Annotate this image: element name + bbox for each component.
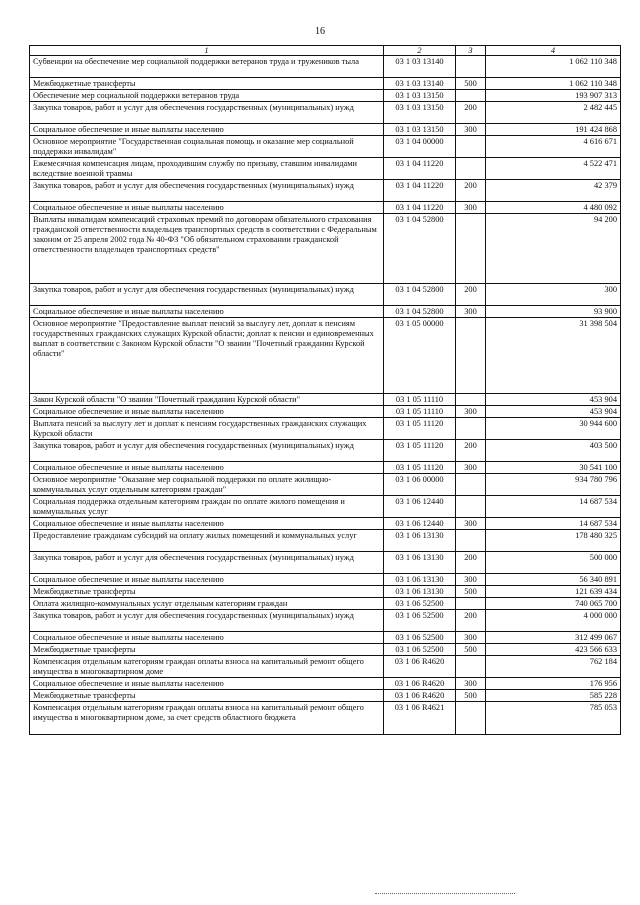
row-amount-cell: 30 541 100	[486, 462, 621, 474]
row-name-cell: Основное мероприятие "Предоставление выплат пенсий за выслугу лет, доплат к пенсиям государственных гражданских служащих Курской области; доплат к пенсии и единовременных выплат в соответствии с Законом Курской области "О звании "Почетный гражданин Курской области"	[30, 318, 384, 394]
row-amount-cell: 94 200	[486, 214, 621, 284]
table-row	[30, 394, 621, 406]
table-row	[30, 180, 621, 202]
row-type-cell: 200	[456, 180, 486, 202]
row-type-cell	[456, 656, 486, 678]
row-code-cell: 03 1 04 11220	[384, 202, 456, 214]
row-amount-cell: 193 907 313	[486, 90, 621, 102]
row-type-cell: 500	[456, 586, 486, 598]
row-name-cell: Оплата жилищно-коммунальных услуг отдельным категориям граждан	[30, 598, 384, 610]
row-name-cell: Закупка товаров, работ и услуг для обеспечения государственных (муниципальных) нужд	[30, 610, 384, 632]
row-amount-cell: 4 522 471	[486, 158, 621, 180]
row-type-cell	[456, 496, 486, 518]
row-type-cell: 300	[456, 678, 486, 690]
row-name-cell: Социальное обеспечение и иные выплаты населению	[30, 678, 384, 690]
table-row	[30, 214, 621, 284]
row-amount-cell: 4 000 000	[486, 610, 621, 632]
table-row	[30, 158, 621, 180]
row-code-cell: 03 1 06 52500	[384, 632, 456, 644]
row-amount-cell: 300	[486, 284, 621, 306]
row-code-cell: 03 1 04 11220	[384, 158, 456, 180]
table-row	[30, 496, 621, 518]
row-type-cell: 300	[456, 124, 486, 136]
row-code-cell: 03 1 06 52500	[384, 610, 456, 632]
row-name-cell: Социальное обеспечение и иные выплаты населению	[30, 202, 384, 214]
table-row	[30, 440, 621, 462]
row-name-cell: Закупка товаров, работ и услуг для обеспечения государственных (муниципальных) нужд	[30, 440, 384, 462]
row-type-cell: 500	[456, 78, 486, 90]
row-amount-cell: 4 616 671	[486, 136, 621, 158]
row-amount-cell: 423 566 633	[486, 644, 621, 656]
row-name-cell: Закупка товаров, работ и услуг для обеспечения государственных (муниципальных) нужд	[30, 180, 384, 202]
row-code-cell: 03 1 03 13150	[384, 102, 456, 124]
row-type-cell	[456, 418, 486, 440]
row-type-cell: 200	[456, 284, 486, 306]
header-row	[30, 46, 621, 56]
column-header-name: 1	[30, 46, 384, 56]
row-amount-cell: 2 482 445	[486, 102, 621, 124]
row-type-cell: 300	[456, 574, 486, 586]
table-row	[30, 586, 621, 598]
row-amount-cell: 191 424 868	[486, 124, 621, 136]
row-amount-cell: 14 687 534	[486, 518, 621, 530]
row-code-cell: 03 1 06 52500	[384, 598, 456, 610]
table-row	[30, 90, 621, 102]
row-amount-cell: 31 398 504	[486, 318, 621, 394]
row-code-cell: 03 1 04 00000	[384, 136, 456, 158]
row-amount-cell: 30 944 600	[486, 418, 621, 440]
row-name-cell: Закупка товаров, работ и услуг для обеспечения государственных (муниципальных) нужд	[30, 284, 384, 306]
row-amount-cell: 1 062 110 348	[486, 78, 621, 90]
row-name-cell: Закон Курской области "О звании "Почетный гражданин Курской области"	[30, 394, 384, 406]
table-row	[30, 406, 621, 418]
row-name-cell: Межбюджетные трансферты	[30, 78, 384, 90]
row-name-cell: Основное мероприятие "Государственная социальная помощь и оказание мер социальной поддержки инвалидам"	[30, 136, 384, 158]
row-code-cell: 03 1 06 R4620	[384, 678, 456, 690]
row-code-cell: 03 1 04 11220	[384, 180, 456, 202]
row-name-cell: Социальное обеспечение и иные выплаты населению	[30, 632, 384, 644]
row-name-cell: Основное мероприятие "Оказание мер социальной поддержки по оплате жилищно-коммунальных услуг отдельным категориям граждан"	[30, 474, 384, 496]
row-amount-cell: 453 904	[486, 394, 621, 406]
table-row	[30, 418, 621, 440]
row-name-cell: Выплата пенсий за выслугу лет и доплат к пенсиям государственных гражданских служащих Курской области	[30, 418, 384, 440]
table-row	[30, 644, 621, 656]
row-name-cell: Социальное обеспечение и иные выплаты населению	[30, 462, 384, 474]
row-code-cell: 03 1 06 12440	[384, 518, 456, 530]
row-type-cell: 300	[456, 406, 486, 418]
table-row	[30, 318, 621, 394]
row-type-cell	[456, 90, 486, 102]
row-amount-cell: 934 780 796	[486, 474, 621, 496]
table-row	[30, 530, 621, 552]
row-code-cell: 03 1 06 00000	[384, 474, 456, 496]
row-amount-cell: 56 340 891	[486, 574, 621, 586]
row-name-cell: Межбюджетные трансферты	[30, 644, 384, 656]
row-name-cell: Выплаты инвалидам компенсаций страховых премий по договорам обязательного страхования гражданской ответственности владельцев транспортных средств в соответствии с Федеральным законом от 25 апреля 2002 года № 40-ФЗ "Об обязательном страховании гражданской ответственности владельцев транспортных средств"	[30, 214, 384, 284]
table-body	[30, 56, 621, 735]
table-row	[30, 518, 621, 530]
table-row	[30, 474, 621, 496]
table-row	[30, 598, 621, 610]
row-type-cell	[456, 318, 486, 394]
row-code-cell: 03 1 05 11120	[384, 462, 456, 474]
table-row	[30, 124, 621, 136]
row-type-cell: 300	[456, 518, 486, 530]
table-row	[30, 462, 621, 474]
row-code-cell: 03 1 06 52500	[384, 644, 456, 656]
row-amount-cell: 312 499 067	[486, 632, 621, 644]
row-code-cell: 03 1 06 13130	[384, 574, 456, 586]
table-row	[30, 78, 621, 90]
row-name-cell: Предоставление гражданам субсидий на оплату жилых помещений и коммунальных услуг	[30, 530, 384, 552]
row-name-cell: Закупка товаров, работ и услуг для обеспечения государственных (муниципальных) нужд	[30, 552, 384, 574]
row-amount-cell: 93 900	[486, 306, 621, 318]
budget-table	[29, 45, 621, 735]
table-row	[30, 574, 621, 586]
row-code-cell: 03 1 06 13130	[384, 530, 456, 552]
row-type-cell: 200	[456, 552, 486, 574]
row-name-cell: Межбюджетные трансферты	[30, 690, 384, 702]
table-row	[30, 610, 621, 632]
row-amount-cell: 178 480 325	[486, 530, 621, 552]
table-row	[30, 56, 621, 78]
row-amount-cell: 762 184	[486, 656, 621, 678]
row-code-cell: 03 1 06 12440	[384, 496, 456, 518]
table-row	[30, 306, 621, 318]
row-type-cell	[456, 158, 486, 180]
row-name-cell: Социальное обеспечение и иные выплаты населению	[30, 518, 384, 530]
row-type-cell: 200	[456, 440, 486, 462]
row-name-cell: Социальное обеспечение и иные выплаты населению	[30, 406, 384, 418]
row-name-cell: Социальная поддержка отдельным категориям граждан по оплате жилого помещения и коммунальных услуг	[30, 496, 384, 518]
row-type-cell: 300	[456, 462, 486, 474]
row-type-cell: 200	[456, 610, 486, 632]
column-header-code: 2	[384, 46, 456, 56]
row-amount-cell: 14 687 534	[486, 496, 621, 518]
row-code-cell: 03 1 06 R4620	[384, 656, 456, 678]
row-code-cell: 03 1 05 11110	[384, 406, 456, 418]
row-type-cell	[456, 702, 486, 735]
row-type-cell	[456, 394, 486, 406]
row-code-cell: 03 1 04 52800	[384, 284, 456, 306]
row-name-cell: Социальное обеспечение и иные выплаты населению	[30, 574, 384, 586]
row-name-cell: Компенсация отдельным категориям граждан оплаты взноса на капитальный ремонт общего имущества в многоквартирном доме, за счет средств областного бюджета	[30, 702, 384, 735]
row-code-cell: 03 1 03 13140	[384, 78, 456, 90]
row-amount-cell: 4 480 092	[486, 202, 621, 214]
row-name-cell: Закупка товаров, работ и услуг для обеспечения государственных (муниципальных) нужд	[30, 102, 384, 124]
table-row	[30, 702, 621, 735]
row-type-cell	[456, 136, 486, 158]
row-type-cell	[456, 598, 486, 610]
row-type-cell	[456, 474, 486, 496]
row-amount-cell: 403 500	[486, 440, 621, 462]
row-code-cell: 03 1 06 R4620	[384, 690, 456, 702]
row-name-cell: Ежемесячная компенсация лицам, проходившим службу по призыву, ставшим инвалидами вследствие военной травмы	[30, 158, 384, 180]
row-amount-cell: 785 053	[486, 702, 621, 735]
row-amount-cell: 740 065 700	[486, 598, 621, 610]
table-row	[30, 632, 621, 644]
row-type-cell: 500	[456, 690, 486, 702]
row-code-cell: 03 1 06 13130	[384, 552, 456, 574]
row-type-cell	[456, 530, 486, 552]
row-name-cell: Субвенции на обеспечение мер социальной поддержки ветеранов труда и тружеников тыла	[30, 56, 384, 78]
row-code-cell: 03 1 04 52800	[384, 214, 456, 284]
row-amount-cell: 121 639 434	[486, 586, 621, 598]
row-type-cell: 500	[456, 644, 486, 656]
row-name-cell: Обеспечение мер социальной поддержки ветеранов труда	[30, 90, 384, 102]
column-header-type: 3	[456, 46, 486, 56]
row-code-cell: 03 1 03 13150	[384, 124, 456, 136]
row-amount-cell: 500 000	[486, 552, 621, 574]
table-row	[30, 202, 621, 214]
row-code-cell: 03 1 04 52800	[384, 306, 456, 318]
row-type-cell	[456, 214, 486, 284]
table-row	[30, 678, 621, 690]
row-type-cell: 300	[456, 306, 486, 318]
row-name-cell: Межбюджетные трансферты	[30, 586, 384, 598]
row-amount-cell: 42 379	[486, 180, 621, 202]
row-code-cell: 03 1 05 11120	[384, 440, 456, 462]
column-header-amount: 4	[486, 46, 621, 56]
table-row	[30, 690, 621, 702]
row-name-cell: Социальное обеспечение и иные выплаты населению	[30, 306, 384, 318]
row-code-cell: 03 1 06 R4621	[384, 702, 456, 735]
table-row	[30, 656, 621, 678]
row-code-cell: 03 1 05 00000	[384, 318, 456, 394]
table-row	[30, 284, 621, 306]
row-amount-cell: 585 228	[486, 690, 621, 702]
row-type-cell: 300	[456, 202, 486, 214]
row-name-cell: Социальное обеспечение и иные выплаты населению	[30, 124, 384, 136]
row-amount-cell: 176 956	[486, 678, 621, 690]
footer-dotted-line	[375, 893, 515, 894]
row-type-cell: 200	[456, 102, 486, 124]
table-row	[30, 552, 621, 574]
row-type-cell: 300	[456, 632, 486, 644]
row-code-cell: 03 1 03 13140	[384, 56, 456, 78]
row-code-cell: 03 1 05 11120	[384, 418, 456, 440]
row-code-cell: 03 1 03 13150	[384, 90, 456, 102]
table-row	[30, 136, 621, 158]
row-amount-cell: 1 062 110 348	[486, 56, 621, 78]
row-name-cell: Компенсация отдельным категориям граждан оплаты взноса на капитальный ремонт общего имущества в многоквартирном доме	[30, 656, 384, 678]
row-type-cell	[456, 56, 486, 78]
row-code-cell: 03 1 05 11110	[384, 394, 456, 406]
row-amount-cell: 453 904	[486, 406, 621, 418]
row-code-cell: 03 1 06 13130	[384, 586, 456, 598]
table-row	[30, 102, 621, 124]
page-number: 16	[315, 26, 325, 37]
